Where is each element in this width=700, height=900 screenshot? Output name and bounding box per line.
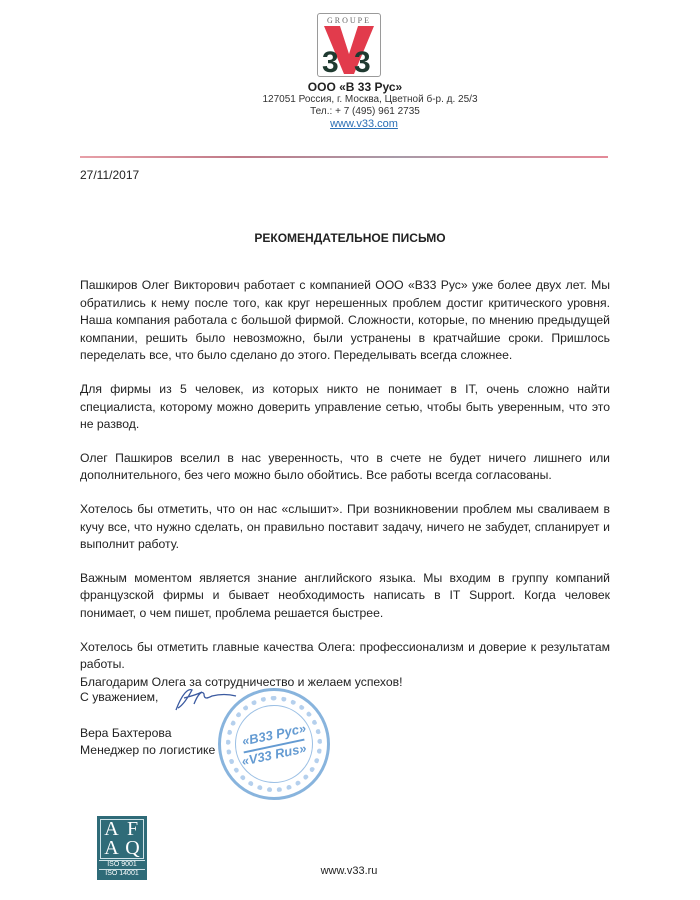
company-stamp — [218, 688, 330, 800]
stamp-text-ru: «В33 Рус» — [240, 720, 308, 749]
groupe-v33-logo — [317, 13, 381, 77]
company-website-link[interactable]: www.v33.com — [330, 118, 398, 130]
stamp-text-en: «V33 Rus» — [240, 740, 308, 769]
iso-14001-label: ISO 14001 — [99, 869, 145, 878]
footer-website: www.v33.ru — [320, 865, 378, 877]
letter-date: 27/11/2017 — [80, 168, 140, 182]
signer-position: Менеджер по логистике — [80, 743, 216, 758]
letter-title: РЕКОМЕНДАТЕЛЬНОЕ ПИСЬМО — [254, 231, 446, 245]
paragraph: Благодарим Олега за сотрудничество и желаем успехов! — [80, 674, 403, 689]
company-phone: Тел.: + 7 (495) 961 2735 — [310, 106, 420, 117]
paragraph: Олег Пашкиров вселил в нас уверенность, что в счете не будет ничего лишнего или дополнительного, без чего можно было обойтись. Все работы всегда согласованы. — [80, 450, 610, 483]
paragraph: Хотелось бы отметить главные качества Олега: профессионализм и доверие к результатам работы. — [80, 639, 610, 672]
handwritten-signature-icon — [168, 684, 238, 714]
company-name: ООО «В 33 Рус» — [307, 80, 403, 94]
paragraph: Для фирмы из 5 человек, из которых никто не понимает в IT, очень сложно найти специалиста, которому можно доверить управление сетью, чтобы быть уверенным, что это не развод. — [80, 381, 610, 432]
letter-body — [80, 277, 610, 691]
paragraph: Пашкиров Олег Викторович работает с компанией ООО «В33 Рус» уже более двух лет. Мы обратились к нему после того, как круг нерешенных проблем достиг критического уровня. Наша компания работала с большой фирмой. Сложности, которые, по мнению предыдущей компании, решить было невозможно, были устранены в кратчайшие сроки. Пришлось переделать все, что было сделано до этого. Переделывать всегда сложнее. — [80, 278, 610, 363]
afaq-letters: A F A Q — [100, 819, 144, 859]
company-address: 127051 Россия, г. Москва, Цветной б-р. д. 25/3 — [262, 94, 478, 105]
paragraph: Важным моментом является знание английского языка. Мы входим в группу компаний французской фирмы и бывает необходимость написать в IT Support. Когда человек понимает, о чем пишет, проблема решается быстрее. — [80, 570, 610, 620]
svg-text:3: 3 — [354, 46, 371, 76]
iso-9001-label: ISO 9001 — [99, 860, 145, 869]
signer-name: Вера Бахтерова — [80, 725, 172, 740]
svg-text:3: 3 — [322, 46, 339, 76]
paragraph: Хотелось бы отметить, что он нас «слышит». При возникновении проблем мы сваливаем в кучу все, что нужно сделать, он правильно поставит задачу, ничего не забудет, спланирует и выполнит работу. — [80, 501, 610, 552]
closing-salutation: С уважением, — [80, 690, 159, 704]
letterhead-divider — [80, 156, 608, 158]
logo-groupe-text: GROUPE — [326, 16, 371, 25]
letterhead-company-block — [0, 80, 700, 130]
